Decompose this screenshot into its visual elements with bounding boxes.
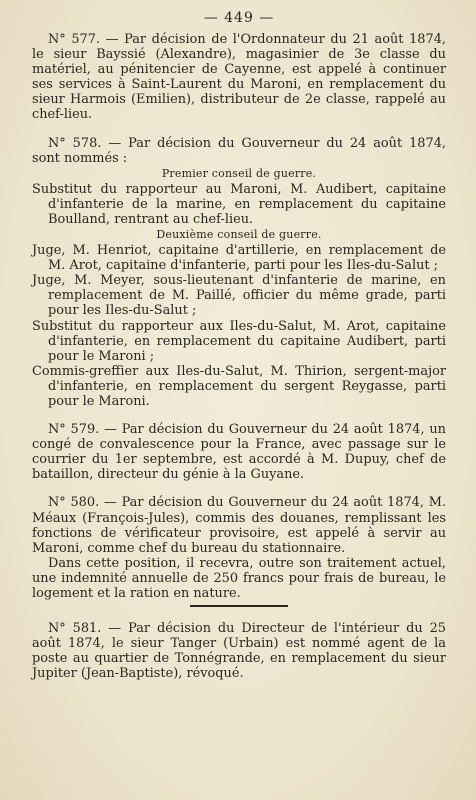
decision-paragraph: N° 580. — Par décision du Gouverneur du 24 août 1874, M. Méaux (François-Jules), commis des douanes, remplissant les fonctions de vérificateur provisoire, est appelé à servir au Maroni, comme chef du bureau du stationnaire. — [32, 495, 446, 556]
appointment-item: Juge, M. Henriot, capitaine d'artillerie, en remplacement de M. Arot, capitaine d'infanterie, parti pour les Iles-du-Salut ; — [32, 243, 446, 274]
appointment-item: Commis-greffier aux Iles-du-Salut, M. Thirion, sergent-major d'infanterie, en remplacement du sergent Reygasse, parti pour le Maroni. — [32, 363, 446, 409]
decision-paragraph: N° 581. — Par décision du Directeur de l'intérieur du 25 août 1874, le sieur Tanger (Urbain) est nommé agent de la poste au quartier de Tonnégrande, en remplacement du sieur Jupiter (Jean-Baptiste), révoqué. — [32, 621, 446, 682]
decision-paragraph: Dans cette position, il recevra, outre son traitement actuel, une indemnité annuelle de 250 francs pour frais de bureau, le logement et la ration en nature. — [32, 555, 446, 601]
decision-579 — [32, 422, 446, 482]
decision-581 — [32, 621, 446, 681]
page-number: — 449 — — [203, 10, 275, 26]
section-heading-second-council: Deuxième conseil de guerre. — [156, 228, 322, 242]
decision-paragraph: N° 577. — Par décision de l'Ordonnateur du 21 août 1874, le sieur Bayssié (Alexandre), magasinier de 3e classe du matériel, au pénitencier de Cayenne, est appelé à continuer ses services à Saint-Laurent du Maroni, en remplacement du sieur Harmois (Emilien), distributeur de 2e classe, rappelé au chef-lieu. — [32, 32, 446, 123]
section-heading-first-council: Premier conseil de guerre. — [161, 166, 317, 180]
decision-577 — [32, 32, 446, 123]
appointment-item: Juge, M. Meyer, sous-lieutenant d'infanterie de marine, en remplacement de M. Paillé, officier du même grade, parti pour les Iles-du-Salut ; — [32, 273, 446, 319]
decision-578 — [32, 136, 446, 410]
decision-580 — [32, 495, 446, 601]
section-divider — [190, 605, 288, 607]
decision-intro: N° 578. — Par décision du Gouverneur du 24 août 1874, sont nommés : — [32, 135, 446, 166]
decision-paragraph: N° 579. — Par décision du Gouverneur du 24 août 1874, un congé de convalescence pour la France, avec passage sur le courrier du 1er septembre, est accordé à M. Dupuy, chef de bataillon, directeur du génie à la Guyane. — [32, 422, 446, 483]
appointment-item: Substitut du rapporteur au Maroni, M. Audibert, capitaine d'infanterie de la marine, en remplacement du capitaine Boulland, rentrant au chef-lieu. — [32, 181, 446, 227]
appointment-item: Substitut du rapporteur aux Iles-du-Salut, M. Arot, capitaine d'infanterie, en remplacement du capitaine Audibert, parti pour le Maroni ; — [32, 318, 446, 364]
